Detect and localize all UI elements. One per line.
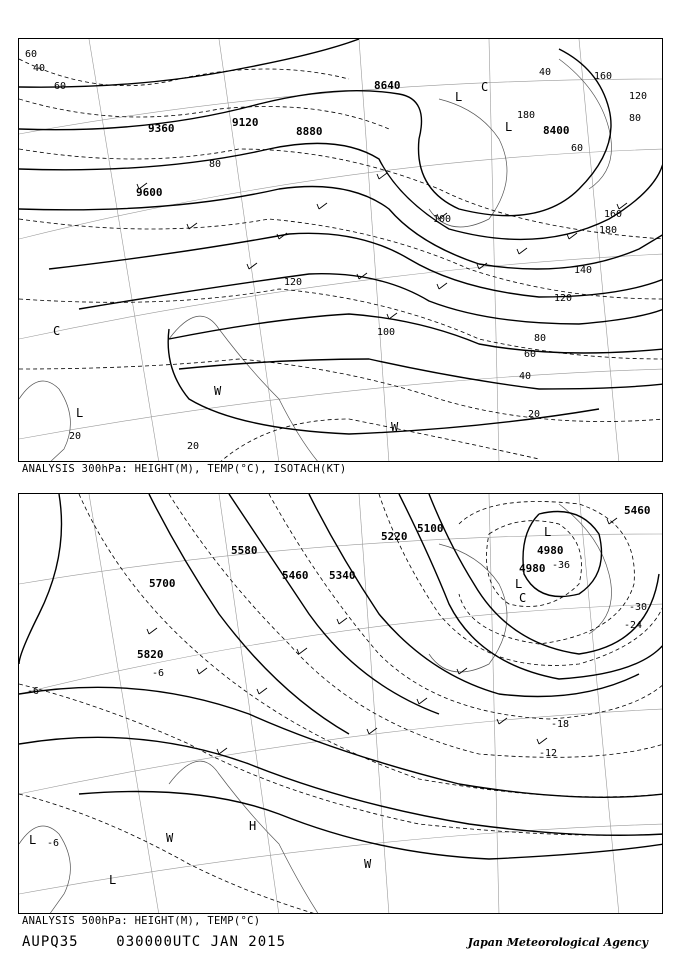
isotach-label: 120 xyxy=(554,293,573,304)
height-label: 9120 xyxy=(232,116,259,129)
height-label: 4980 xyxy=(519,562,546,575)
graticule xyxy=(19,39,663,462)
warm-center: W xyxy=(391,420,399,434)
height-label: 8400 xyxy=(543,124,570,137)
height-label: 5820 xyxy=(137,648,164,661)
height-label: 5220 xyxy=(381,530,408,543)
agency-credit: Japan Meteorological Agency xyxy=(467,936,648,949)
footer-chart-id xyxy=(22,934,286,950)
pressure-centers xyxy=(53,80,512,434)
map-300hpa xyxy=(18,38,663,462)
height-label: 5460 xyxy=(624,504,651,517)
graticule xyxy=(19,494,663,914)
warm-center: W xyxy=(364,857,372,871)
temp-label: -30 xyxy=(629,602,648,613)
isotach-label: 20 xyxy=(69,431,82,442)
isotach-labels xyxy=(25,49,647,452)
height-contours xyxy=(19,39,663,434)
cold-center: C xyxy=(53,324,61,338)
temp-label: -24 xyxy=(624,620,643,631)
low-center: L xyxy=(455,90,463,104)
isotach-label: 120 xyxy=(629,91,648,102)
chart-code: AUPQ35 xyxy=(22,934,79,950)
low-center: L xyxy=(109,873,117,887)
isotach-label: 100 xyxy=(433,214,452,225)
isotach-label: 60 xyxy=(25,49,38,60)
isotach-label: 80 xyxy=(209,159,222,170)
map-300hpa-canvas xyxy=(19,39,663,462)
isotach-label: 140 xyxy=(574,265,593,276)
isotach-label: 20 xyxy=(187,441,200,452)
isotherms xyxy=(19,494,663,914)
temp-label: -6 xyxy=(27,686,40,697)
height-label: 8640 xyxy=(374,79,401,92)
warm-center: W xyxy=(214,384,222,398)
temp-label: -36 xyxy=(552,560,571,571)
isotach-label: 60 xyxy=(571,143,584,154)
isotach-label: 40 xyxy=(539,67,552,78)
height-label: 5580 xyxy=(231,544,258,557)
isotach-label: 160 xyxy=(604,209,623,220)
isotach-label: 20 xyxy=(528,409,541,420)
low-center: L xyxy=(544,525,552,539)
isotach-label: 180 xyxy=(517,110,536,121)
height-label: 5700 xyxy=(149,577,176,590)
isotach-label: 60 xyxy=(54,81,67,92)
isotach-label: 100 xyxy=(377,327,396,338)
height-label: 5340 xyxy=(329,569,356,582)
height-label: 9360 xyxy=(148,122,175,135)
warm-center: W xyxy=(166,831,174,845)
isotach-label: 120 xyxy=(284,277,303,288)
height-labels xyxy=(137,504,651,661)
height-label: 8880 xyxy=(296,125,323,138)
low-center: L xyxy=(515,577,523,591)
low-center: L xyxy=(29,833,37,847)
low-center: L xyxy=(76,406,84,420)
map-500hpa-canvas xyxy=(19,494,663,914)
high-center: H xyxy=(249,819,257,833)
chart-datetime: 030000UTC JAN 2015 xyxy=(116,934,287,950)
isotach-label: 40 xyxy=(519,371,532,382)
map-500hpa xyxy=(18,493,663,914)
height-label: 5100 xyxy=(417,522,444,535)
low-center: L xyxy=(505,120,513,134)
height-label: 4980 xyxy=(537,544,564,557)
temp-label: -18 xyxy=(551,719,570,730)
isotach-label: 160 xyxy=(594,71,613,82)
isotach-label: 60 xyxy=(524,349,537,360)
caption-300hpa: ANALYSIS 300hPa: HEIGHT(M), TEMP(°C), ISOTACH(KT) xyxy=(22,463,347,475)
cold-center: C xyxy=(519,591,527,605)
isotach-label: 180 xyxy=(599,225,618,236)
isotach-label: 80 xyxy=(534,333,547,344)
temp-label: -12 xyxy=(539,748,558,759)
isotach-label: 40 xyxy=(33,63,46,74)
height-labels xyxy=(136,79,570,199)
height-label: 5460 xyxy=(282,569,309,582)
temp-label: -6 xyxy=(152,668,165,679)
temperature-labels xyxy=(27,560,647,849)
temp-label: -6 xyxy=(47,838,60,849)
caption-500hpa: ANALYSIS 500hPa: HEIGHT(M), TEMP(°C) xyxy=(22,915,261,927)
height-label: 9600 xyxy=(136,186,163,199)
cold-center: C xyxy=(481,80,489,94)
isotach-label: 80 xyxy=(629,113,642,124)
